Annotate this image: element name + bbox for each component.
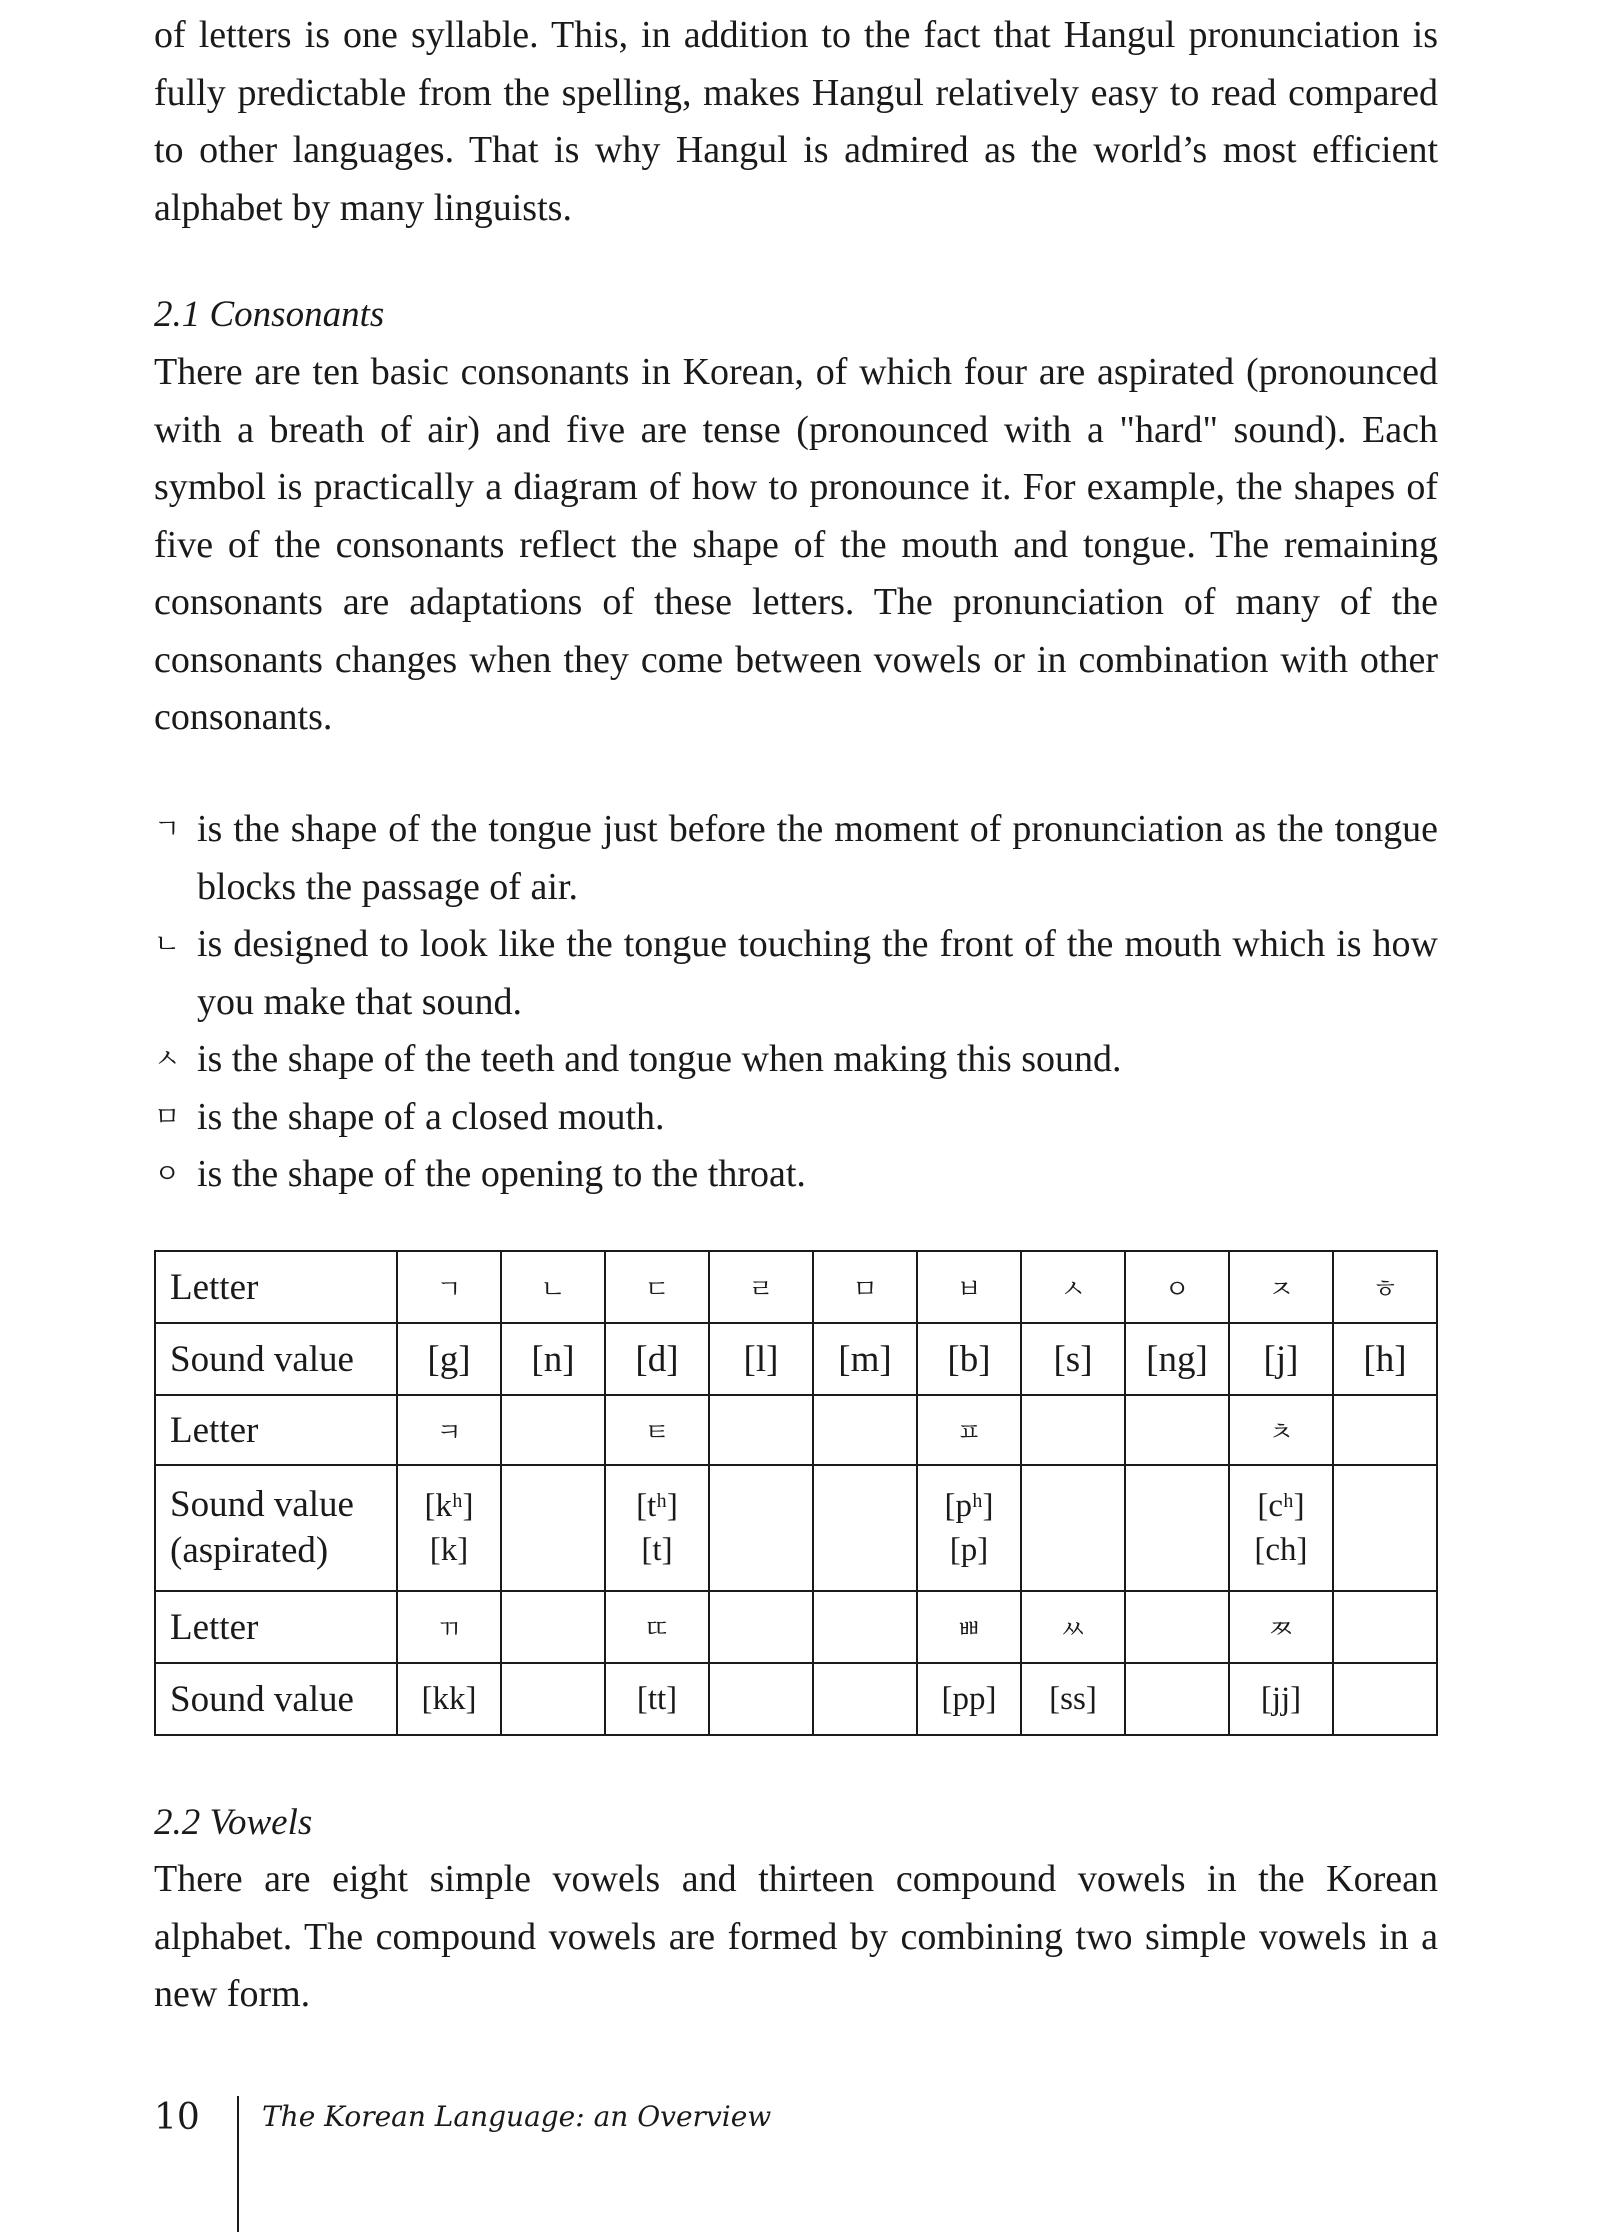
cell-line: [p] xyxy=(949,1532,989,1568)
table-cell: [g] xyxy=(397,1323,501,1395)
table-cell xyxy=(501,1591,605,1663)
table-cell xyxy=(397,1465,501,1591)
table-cell: ㅅ xyxy=(1021,1251,1125,1323)
table-cell xyxy=(709,1663,813,1735)
table-cell: [ss] xyxy=(1021,1663,1125,1735)
table-cell: [d] xyxy=(605,1323,709,1395)
row-label: Sound value xyxy=(155,1663,397,1735)
table-cell: ㄷ xyxy=(605,1251,709,1323)
table-cell: ㅆ xyxy=(1021,1591,1125,1663)
vowels-paragraph: There are eight simple vowels and thirteen compound vowels in the Korean alphabet. The compound vowels are formed by combining two simple vowels in a new form. xyxy=(154,1858,1438,2015)
table-cell: [kk] xyxy=(397,1663,501,1735)
table-cell xyxy=(1333,1663,1437,1735)
table-cell: ㅇ xyxy=(1125,1251,1229,1323)
cell-line: [t] xyxy=(641,1532,673,1568)
table-cell xyxy=(813,1395,917,1465)
table-cell: [pp] xyxy=(917,1663,1021,1735)
cell-line: [k] xyxy=(429,1532,469,1568)
note-letter: ㅇ xyxy=(154,1159,181,1190)
cell-line: [tʰ] xyxy=(636,1488,678,1524)
shape-note-item xyxy=(154,916,1438,1031)
table-cell xyxy=(813,1663,917,1735)
table-cell: ㅎ xyxy=(1333,1251,1437,1323)
table-cell: [m] xyxy=(813,1323,917,1395)
note-letter: ㅅ xyxy=(154,1044,181,1075)
note-letter: ㄱ xyxy=(154,814,181,845)
footer-divider xyxy=(237,2096,239,2232)
row-label xyxy=(155,1465,397,1591)
table-cell: ㄴ xyxy=(501,1251,605,1323)
table-cell xyxy=(501,1395,605,1465)
table-cell: ㅊ xyxy=(1229,1395,1333,1465)
table-cell: [j] xyxy=(1229,1323,1333,1395)
table-row-basic-letters xyxy=(155,1251,1437,1323)
table-cell: ㄱ xyxy=(397,1251,501,1323)
table-cell: ㄸ xyxy=(605,1591,709,1663)
consonant-table xyxy=(154,1250,1438,1736)
row-label-line: Sound value xyxy=(170,1484,354,1525)
table-cell xyxy=(1333,1465,1437,1591)
table-cell: ㄹ xyxy=(709,1251,813,1323)
note-letter: ㅁ xyxy=(154,1101,181,1133)
table-cell xyxy=(709,1465,813,1591)
table-cell xyxy=(709,1591,813,1663)
table-cell: [l] xyxy=(709,1323,813,1395)
section-heading-vowels: 2.2 Vowels xyxy=(154,1802,313,1843)
cell-line: [ch] xyxy=(1254,1532,1308,1568)
shape-note-item xyxy=(154,801,1438,916)
table-cell: ㅂ xyxy=(917,1251,1021,1323)
note-text: is the shape of the teeth and tongue when making this sound. xyxy=(197,1038,1122,1080)
table-cell xyxy=(1333,1395,1437,1465)
table-row-tense-sounds xyxy=(155,1663,1437,1735)
table-cell xyxy=(813,1591,917,1663)
table-cell xyxy=(1125,1591,1229,1663)
table-cell xyxy=(1125,1465,1229,1591)
table-cell: ㅁ xyxy=(813,1251,917,1323)
running-title: The Korean Language: an Overview xyxy=(262,2100,772,2133)
row-label: Sound value xyxy=(155,1323,397,1395)
table-cell xyxy=(813,1465,917,1591)
table-cell: ㅋ xyxy=(397,1395,501,1465)
table-cell: ㅉ xyxy=(1229,1591,1333,1663)
row-label: Letter xyxy=(155,1395,397,1465)
intro-paragraph: of letters is one syllable. This, in addition to the fact that Hangul pronunciation is fully predictable from the spelling, makes Hangul relatively easy to read compared to other languages. That is why Hangul is admired as the world’s most efficient alphabet by many linguists. xyxy=(154,14,1438,229)
cell-line: [cʰ] xyxy=(1257,1488,1305,1524)
note-text: is the shape of the opening to the throat. xyxy=(197,1153,806,1195)
shape-notes-list xyxy=(154,801,1438,1204)
table-cell: ㅃ xyxy=(917,1591,1021,1663)
cell-line: [kʰ] xyxy=(424,1488,474,1524)
table-cell xyxy=(1021,1395,1125,1465)
table-row-basic-sounds xyxy=(155,1323,1437,1395)
consonants-paragraph: There are ten basic consonants in Korean, of which four are aspirated (pronounced with a breath of air) and five are tense (pronounced with a "hard" sound). Each symbol is practically a diagram of how to pronounce it. For example, the shapes of five of the consonants reflect the shape of the mouth and tongue. The remaining consonants are adaptations of these letters. The pronunciation of many of the consonants changes when they come between vowels or in combination with other consonants. xyxy=(154,351,1438,738)
table-cell xyxy=(1021,1465,1125,1591)
table-cell xyxy=(709,1395,813,1465)
note-text: is the shape of the tongue just before the moment of pronunciation as the tongue blocks the passage of air. xyxy=(197,808,1438,908)
table-cell: [h] xyxy=(1333,1323,1437,1395)
table-cell xyxy=(605,1465,709,1591)
note-text: is designed to look like the tongue touching the front of the mouth which is how you make that sound. xyxy=(197,923,1438,1023)
table-cell xyxy=(1333,1591,1437,1663)
table-cell: [b] xyxy=(917,1323,1021,1395)
cell-line: [pʰ] xyxy=(944,1488,994,1524)
table-cell: [jj] xyxy=(1229,1663,1333,1735)
page-number: 10 xyxy=(154,2097,200,2138)
section-heading-consonants: 2.1 Consonants xyxy=(154,294,385,335)
table-cell: ㅍ xyxy=(917,1395,1021,1465)
table-cell xyxy=(1229,1465,1333,1591)
table-cell xyxy=(1125,1395,1229,1465)
table-row-aspirated-letters xyxy=(155,1395,1437,1465)
note-text: is the shape of a closed mouth. xyxy=(197,1095,665,1138)
table-cell xyxy=(501,1663,605,1735)
table-cell: [tt] xyxy=(605,1663,709,1735)
shape-note-item xyxy=(154,1031,1438,1089)
shape-note-item xyxy=(154,1146,1438,1204)
table-cell xyxy=(1125,1663,1229,1735)
row-label: Letter xyxy=(155,1251,397,1323)
table-row-tense-letters xyxy=(155,1591,1437,1663)
table-cell: ㅈ xyxy=(1229,1251,1333,1323)
table-cell: [ng] xyxy=(1125,1323,1229,1395)
table-cell: ㄲ xyxy=(397,1591,501,1663)
row-label-line: (aspirated) xyxy=(170,1530,329,1571)
table-cell: [n] xyxy=(501,1323,605,1395)
table-cell: [s] xyxy=(1021,1323,1125,1395)
row-label: Letter xyxy=(155,1591,397,1663)
table-cell xyxy=(917,1465,1021,1591)
table-row-aspirated-sounds xyxy=(155,1465,1437,1591)
table-cell xyxy=(501,1465,605,1591)
shape-note-item xyxy=(154,1089,1438,1147)
note-letter: ㄴ xyxy=(154,929,181,960)
table-cell: ㅌ xyxy=(605,1395,709,1465)
